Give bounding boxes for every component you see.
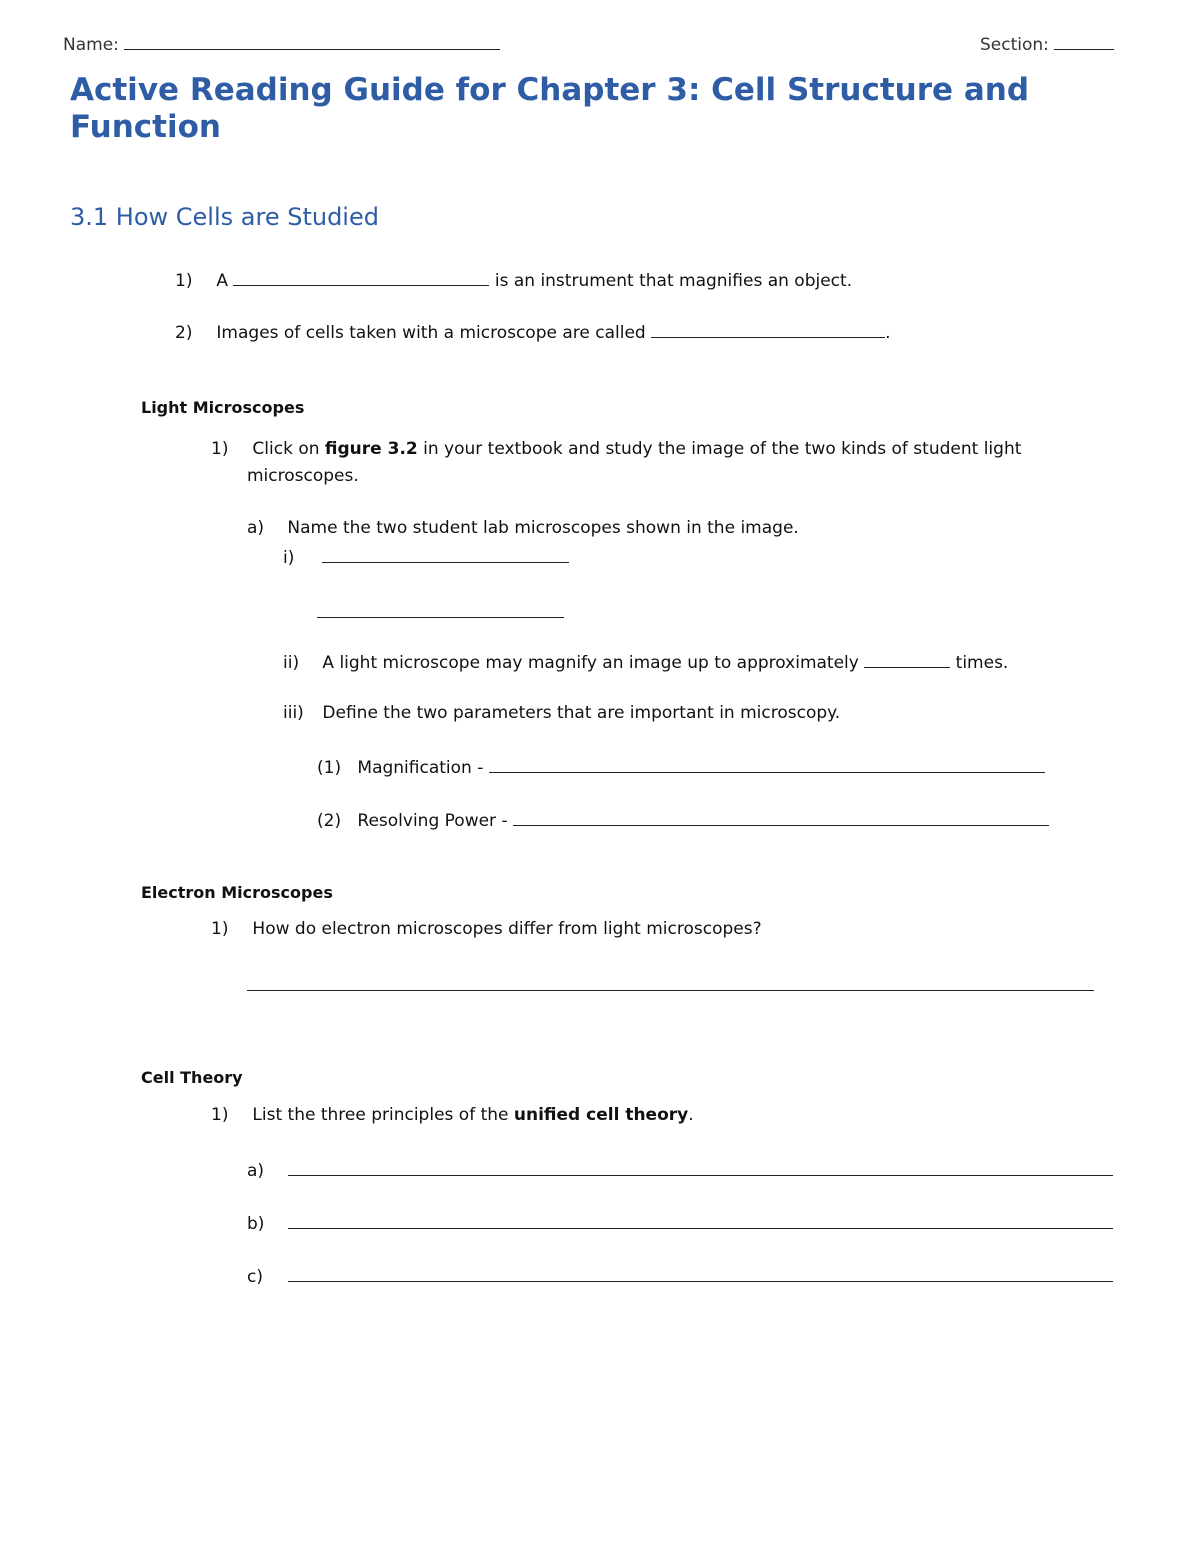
section-field bbox=[980, 32, 1114, 55]
cell-theory-heading: Cell Theory bbox=[141, 1068, 243, 1087]
answer-blank[interactable] bbox=[864, 650, 950, 668]
electron-question-1 bbox=[211, 919, 762, 939]
answer-blank[interactable] bbox=[247, 973, 1094, 991]
question-text: How do electron microscopes differ from light microscopes? bbox=[252, 919, 762, 939]
theory-answer-b bbox=[247, 1211, 1113, 1234]
theory-question-1 bbox=[211, 1105, 694, 1125]
question-text: Click on bbox=[252, 439, 320, 459]
light-question-1 bbox=[211, 439, 1021, 459]
item-number: 1) bbox=[175, 271, 193, 291]
question-text: Images of cells taken with a microscope are called bbox=[216, 323, 646, 343]
item-number: iii) bbox=[283, 703, 304, 723]
item-number: (2) bbox=[317, 811, 342, 831]
light-microscopes-heading: Light Microscopes bbox=[141, 398, 305, 417]
light-item-ii bbox=[283, 650, 1008, 673]
question-text: A light microscope may magnify an image up to approximately bbox=[322, 653, 859, 673]
section-blank[interactable] bbox=[1054, 32, 1114, 50]
answer-blank[interactable] bbox=[288, 1211, 1113, 1229]
question-continuation: microscopes. bbox=[247, 466, 359, 486]
key-term: unified cell theory bbox=[513, 1105, 689, 1125]
theory-answer-a bbox=[247, 1158, 1113, 1181]
question-text: A bbox=[216, 271, 229, 291]
question-text: List the three principles of the bbox=[252, 1105, 509, 1125]
parameter-magnification bbox=[317, 755, 1045, 778]
figure-reference: figure 3.2 bbox=[324, 439, 418, 459]
item-number: b) bbox=[247, 1214, 265, 1234]
light-item-i bbox=[283, 545, 569, 568]
question-text: times. bbox=[955, 653, 1009, 673]
question-text: in your textbook and study the image of the two kinds of student light bbox=[423, 439, 1022, 459]
electron-answer-line bbox=[247, 973, 1094, 996]
name-field bbox=[63, 32, 500, 55]
item-number: (1) bbox=[317, 758, 342, 778]
answer-blank[interactable] bbox=[233, 268, 489, 286]
intro-question-2 bbox=[175, 320, 891, 343]
item-number: i) bbox=[283, 548, 295, 568]
answer-blank[interactable] bbox=[317, 600, 564, 618]
parameter-resolving-power bbox=[317, 808, 1049, 831]
answer-blank[interactable] bbox=[651, 320, 885, 338]
section-label: Section: bbox=[980, 35, 1049, 55]
page-title: Active Reading Guide for Chapter 3: Cell Structure and Function bbox=[70, 72, 1030, 145]
item-number: a) bbox=[247, 1161, 265, 1181]
light-item-i-second bbox=[317, 600, 564, 623]
question-text: Name the two student lab microscopes shown in the image. bbox=[287, 518, 799, 538]
question-text: . bbox=[688, 1105, 694, 1125]
answer-blank[interactable] bbox=[489, 755, 1045, 773]
question-text: . bbox=[885, 323, 891, 343]
theory-answer-c bbox=[247, 1264, 1113, 1287]
answer-blank[interactable] bbox=[322, 545, 569, 563]
answer-blank[interactable] bbox=[288, 1158, 1113, 1176]
item-number: ii) bbox=[283, 653, 300, 673]
question-text: Define the two parameters that are important in microscopy. bbox=[322, 703, 841, 723]
item-number: 1) bbox=[211, 1105, 229, 1125]
question-text: Magnification - bbox=[357, 758, 484, 778]
name-blank[interactable] bbox=[124, 32, 500, 50]
item-number: 1) bbox=[211, 919, 229, 939]
light-item-iii bbox=[283, 703, 840, 723]
name-label: Name: bbox=[63, 35, 119, 55]
question-text: Resolving Power - bbox=[357, 811, 508, 831]
question-text: is an instrument that magnifies an object. bbox=[494, 271, 853, 291]
item-number: c) bbox=[247, 1267, 263, 1287]
answer-blank[interactable] bbox=[513, 808, 1049, 826]
item-number: a) bbox=[247, 518, 265, 538]
electron-microscopes-heading: Electron Microscopes bbox=[141, 883, 333, 902]
intro-question-1 bbox=[175, 268, 852, 291]
answer-blank[interactable] bbox=[288, 1264, 1113, 1282]
light-subquestion-a bbox=[247, 518, 799, 538]
item-number: 1) bbox=[211, 439, 229, 459]
section-heading: 3.1 How Cells are Studied bbox=[70, 203, 379, 231]
item-number: 2) bbox=[175, 323, 193, 343]
